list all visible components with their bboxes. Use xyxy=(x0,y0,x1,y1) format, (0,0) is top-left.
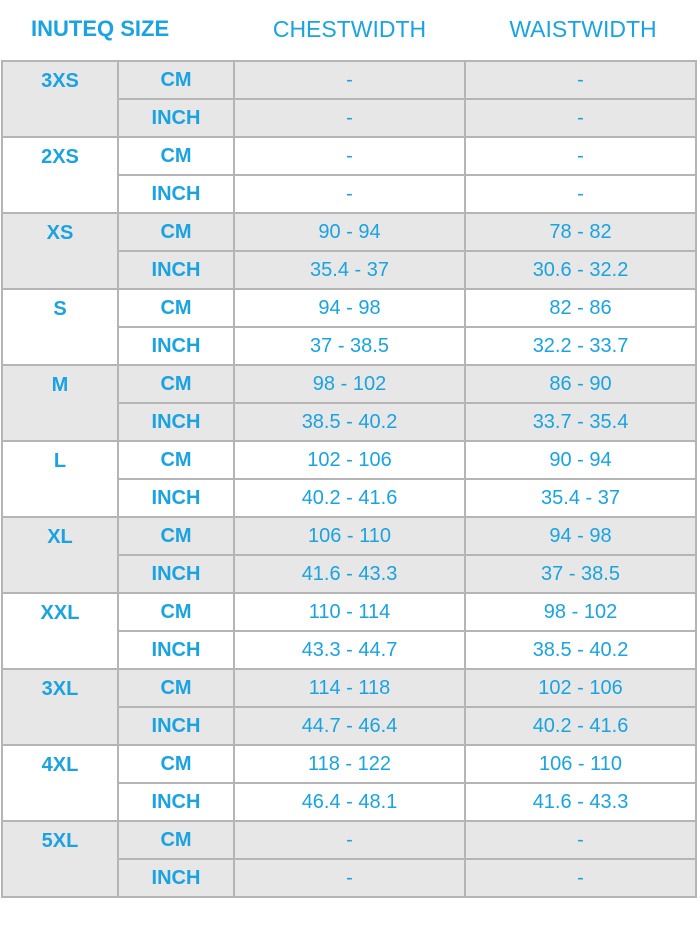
chest-width-value: 38.5 - 40.2 xyxy=(234,403,465,441)
waist-width-value: - xyxy=(465,99,696,137)
waist-width-value: 32.2 - 33.7 xyxy=(465,327,696,365)
chest-width-value: 46.4 - 48.1 xyxy=(234,783,465,821)
chest-width-value: 40.2 - 41.6 xyxy=(234,479,465,517)
size-label: XL xyxy=(2,517,118,593)
chest-width-value: 114 - 118 xyxy=(234,669,465,707)
size-chart-header xyxy=(0,0,700,60)
size-label: S xyxy=(2,289,118,365)
waist-width-value: 38.5 - 40.2 xyxy=(465,631,696,669)
unit-label: CM xyxy=(118,61,234,99)
size-label: XXL xyxy=(2,593,118,669)
unit-label: INCH xyxy=(118,403,234,441)
size-label: XS xyxy=(2,213,118,289)
chest-width-value: 110 - 114 xyxy=(234,593,465,631)
table-row xyxy=(2,61,696,99)
table-row xyxy=(2,745,696,783)
waist-width-value: 106 - 110 xyxy=(465,745,696,783)
unit-label: CM xyxy=(118,441,234,479)
size-chart-table xyxy=(1,60,697,898)
waist-width-value: 102 - 106 xyxy=(465,669,696,707)
waist-width-value: - xyxy=(465,821,696,859)
size-chart-body xyxy=(2,61,696,897)
waist-width-value: 86 - 90 xyxy=(465,365,696,403)
chest-width-value: 90 - 94 xyxy=(234,213,465,251)
chest-width-value: - xyxy=(234,61,465,99)
chest-width-value: 37 - 38.5 xyxy=(234,327,465,365)
size-label: 3XS xyxy=(2,61,118,137)
table-row xyxy=(2,517,696,555)
unit-label: CM xyxy=(118,517,234,555)
table-row xyxy=(2,289,696,327)
size-label: L xyxy=(2,441,118,517)
waist-width-value: 35.4 - 37 xyxy=(465,479,696,517)
chest-width-value: 43.3 - 44.7 xyxy=(234,631,465,669)
waist-width-value: - xyxy=(465,137,696,175)
unit-label: CM xyxy=(118,137,234,175)
chest-width-value: 102 - 106 xyxy=(234,441,465,479)
table-row xyxy=(2,821,696,859)
unit-label: INCH xyxy=(118,859,234,897)
chest-width-value: - xyxy=(234,99,465,137)
waist-column-header: WAISTWIDTH xyxy=(509,16,657,42)
chest-width-value: 118 - 122 xyxy=(234,745,465,783)
unit-label: INCH xyxy=(118,555,234,593)
table-row xyxy=(2,213,696,251)
chest-width-value: - xyxy=(234,859,465,897)
waist-width-value: - xyxy=(465,61,696,99)
waist-width-value: 37 - 38.5 xyxy=(465,555,696,593)
unit-label: CM xyxy=(118,213,234,251)
unit-label: CM xyxy=(118,821,234,859)
chest-column-header: CHESTWIDTH xyxy=(272,16,427,42)
unit-label: INCH xyxy=(118,327,234,365)
waist-width-value: 30.6 - 32.2 xyxy=(465,251,696,289)
unit-label: INCH xyxy=(118,175,234,213)
chest-width-value: 44.7 - 46.4 xyxy=(234,707,465,745)
unit-label: CM xyxy=(118,669,234,707)
waist-width-value: 40.2 - 41.6 xyxy=(465,707,696,745)
waist-width-value: 94 - 98 xyxy=(465,517,696,555)
unit-label: INCH xyxy=(118,707,234,745)
unit-label: INCH xyxy=(118,783,234,821)
chest-width-value: 98 - 102 xyxy=(234,365,465,403)
waist-width-value: 33.7 - 35.4 xyxy=(465,403,696,441)
waist-width-value: - xyxy=(465,859,696,897)
chest-width-value: 106 - 110 xyxy=(234,517,465,555)
waist-width-value: 82 - 86 xyxy=(465,289,696,327)
table-row xyxy=(2,137,696,175)
size-label: 3XL xyxy=(2,669,118,745)
waist-width-value: 98 - 102 xyxy=(465,593,696,631)
unit-label: CM xyxy=(118,365,234,403)
table-row xyxy=(2,669,696,707)
chest-width-value: 41.6 - 43.3 xyxy=(234,555,465,593)
chest-width-value: - xyxy=(234,175,465,213)
size-label: 4XL xyxy=(2,745,118,821)
unit-label: INCH xyxy=(118,479,234,517)
chest-width-value: - xyxy=(234,821,465,859)
table-row xyxy=(2,593,696,631)
waist-width-value: 41.6 - 43.3 xyxy=(465,783,696,821)
chest-width-value: 94 - 98 xyxy=(234,289,465,327)
chest-width-value: - xyxy=(234,137,465,175)
unit-label: CM xyxy=(118,289,234,327)
size-label: 5XL xyxy=(2,821,118,897)
waist-width-value: 78 - 82 xyxy=(465,213,696,251)
unit-label: INCH xyxy=(118,99,234,137)
unit-label: CM xyxy=(118,745,234,783)
waist-width-value: - xyxy=(465,175,696,213)
size-column-header: INUTEQ SIZE xyxy=(31,16,170,41)
table-row xyxy=(2,365,696,403)
size-label: M xyxy=(2,365,118,441)
size-label: 2XS xyxy=(2,137,118,213)
waist-width-value: 90 - 94 xyxy=(465,441,696,479)
table-row xyxy=(2,441,696,479)
chest-width-value: 35.4 - 37 xyxy=(234,251,465,289)
unit-label: CM xyxy=(118,593,234,631)
unit-label: INCH xyxy=(118,251,234,289)
unit-label: INCH xyxy=(118,631,234,669)
